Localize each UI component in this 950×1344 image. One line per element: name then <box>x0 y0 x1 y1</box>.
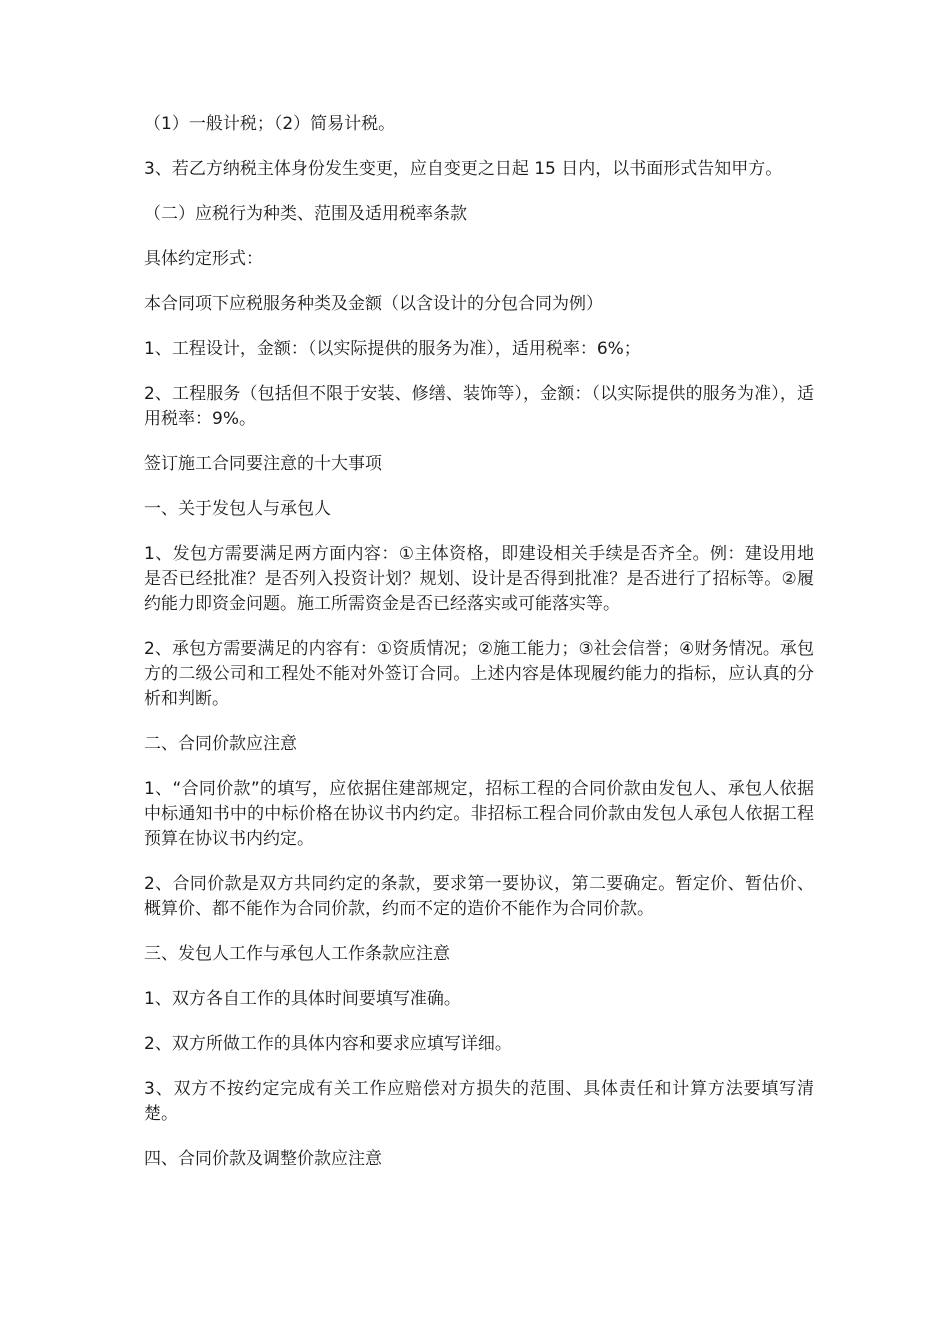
section-heading-tax-clause: （二）应税行为种类、范围及适用税率条款 <box>144 204 467 224</box>
section-heading-2: 二、合同价款应注意 <box>144 734 297 754</box>
paragraph-tax-methods: （1）一般计税；（2）简易计税。 <box>144 114 396 134</box>
paragraph-agreement-form: 具体约定形式： <box>144 249 263 269</box>
paragraph-engineering-service: 2、工程服务（包括但不限于安装、修缮、装饰等），金额：（以实际提供的服务为准），适用税率：9%。 <box>144 384 814 429</box>
paragraph-contract-price-fill: 1、“合同价款”的填写，应依据住建部规定，招标工程的合同价款由发包人、承包人依据中标通知书中的中标价格在协议书内约定。非招标工程合同价款由发包人承包人依据工程预算在协议书内约定。 <box>144 779 814 849</box>
section-heading-3: 三、发包人工作与承包人工作条款应注意 <box>144 944 450 964</box>
paragraph-service-types: 本合同项下应税服务种类及金额（以含设计的分包合同为例） <box>144 294 603 314</box>
paragraph-work-content: 2、双方所做工作的具体内容和要求应填写详细。 <box>144 1034 512 1054</box>
paragraph-contractor-requirements: 2、承包方需要满足的内容有：①资质情况；②施工能力；③社会信誉；④财务情况。承包方的二级公司和工程处不能对外签订合同。上述内容是体现履约能力的指标，应认真的分析和判断。 <box>144 639 814 709</box>
paragraph-work-time: 1、双方各自工作的具体时间要填写准确。 <box>144 989 461 1009</box>
paragraph-contract-price-agreement: 2、合同价款是双方共同约定的条款，要求第一要协议，第二要确定。暂定价、暂估价、概算价、都不能作为合同价款，约而不定的造价不能作为合同价款。 <box>144 874 814 919</box>
document-page <box>144 112 814 1192</box>
section-heading-1: 一、关于发包人与承包人 <box>144 499 331 519</box>
paragraph-engineering-design: 1、工程设计，金额：（以实际提供的服务为准），适用税率：6%； <box>144 339 641 359</box>
section-heading-4: 四、合同价款及调整价款应注意 <box>144 1149 382 1169</box>
paragraph-compensation: 3、双方不按约定完成有关工作应赔偿对方损失的范围、具体责任和计算方法要填写清楚。 <box>144 1079 814 1124</box>
paragraph-taxpayer-change: 3、若乙方纳税主体身份发生变更，应自变更之日起 15 日内，以书面形式告知甲方。 <box>144 159 783 179</box>
paragraph-employer-requirements: 1、发包方需要满足两方面内容：①主体资格，即建设相关手续是否齐全。例：建设用地是否已经批准？是否列入投资计划？规划、设计是否得到批准？是否进行了招标等。②履约能力即资金问题。施工所需资金是否已经落实或可能落实等。 <box>144 544 814 614</box>
document-title-ten-items: 签订施工合同要注意的十大事项 <box>144 454 382 474</box>
